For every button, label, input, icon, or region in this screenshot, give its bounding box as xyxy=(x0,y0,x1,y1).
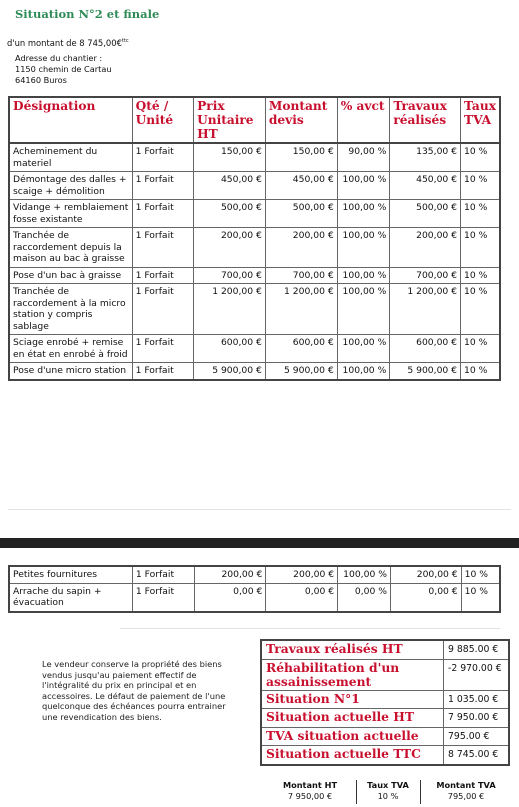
table-row xyxy=(9,267,500,284)
cell-works: 600,00 € xyxy=(390,335,461,363)
cell-amount: 0,00 € xyxy=(266,583,338,612)
cell-works: 450,00 € xyxy=(390,172,461,200)
cell-qty: 1 Forfait xyxy=(132,284,194,335)
totals-table xyxy=(260,639,510,766)
invoice-amount xyxy=(7,38,129,48)
totals-row xyxy=(261,727,509,746)
page-rule-bottom xyxy=(120,628,500,629)
totals-label: Situation N°1 xyxy=(261,690,444,709)
cell-qty: 1 Forfait xyxy=(132,228,194,268)
totals-label: TVA situation actuelle xyxy=(261,727,444,746)
summary-rate xyxy=(360,780,416,802)
cell-unit-price: 200,00 € xyxy=(194,566,266,583)
retention-of-title-clause: Le vendeur conserve la propriété des biens vendus jusqu'au paiement effectif de l'intégralité du prix en principal et en accessoires. Le défaut de paiement de l'une quelconque des échéances pourra entrainer une revendication des biens. xyxy=(42,659,226,722)
cell-works: 1 200,00 € xyxy=(390,284,461,335)
cell-amount: 200,00 € xyxy=(265,228,337,268)
cell-designation: Pose d'un bac à graisse xyxy=(9,267,132,284)
cell-works: 5 900,00 € xyxy=(390,363,461,380)
cell-vat: 10 % xyxy=(461,200,500,228)
totals-label: Réhabilitation d'un assainissement xyxy=(261,659,444,690)
totals-label: Situation actuelle HT xyxy=(261,709,444,728)
cell-progress: 90,00 % xyxy=(337,143,390,172)
header-amount: Montant devis xyxy=(265,97,337,143)
header-designation: Désignation xyxy=(9,97,132,143)
cell-unit-price: 500,00 € xyxy=(194,200,266,228)
table-row xyxy=(9,200,500,228)
cell-designation: Tranchée de raccordement depuis la maison au bac à graisse xyxy=(9,228,132,268)
summary-ht xyxy=(270,780,350,802)
cell-designation: Tranchée de raccordement à la micro station y compris sablage xyxy=(9,284,132,335)
cell-designation: Petites fournitures xyxy=(9,566,132,583)
amount-superscript: ttc xyxy=(121,38,129,45)
totals-row xyxy=(261,640,509,659)
cell-designation: Démontage des dalles + scaige + démolition xyxy=(9,172,132,200)
totals-label: Travaux réalisés HT xyxy=(261,640,444,659)
cell-progress: 100,00 % xyxy=(337,228,390,268)
cell-amount: 600,00 € xyxy=(265,335,337,363)
cell-vat: 10 % xyxy=(461,228,500,268)
summary-ht-label: Montant HT xyxy=(282,780,338,790)
table-row xyxy=(9,284,500,335)
totals-value: 7 950.00 € xyxy=(444,709,510,728)
cell-progress: 100,00 % xyxy=(337,267,390,284)
cell-unit-price: 0,00 € xyxy=(194,583,266,612)
table-row xyxy=(9,228,500,268)
totals-row xyxy=(261,709,509,728)
page-rule-top xyxy=(8,509,511,510)
table-row xyxy=(9,583,500,612)
totals-row xyxy=(261,659,509,690)
cell-vat: 10 % xyxy=(461,335,500,363)
works-table-continued xyxy=(8,565,501,613)
summary-rate-label: Taux TVA xyxy=(367,780,409,790)
cell-works: 700,00 € xyxy=(390,267,461,284)
cell-designation: Arrache du sapin + évacuation xyxy=(9,583,132,612)
cell-designation: Pose d'une micro station xyxy=(9,363,132,380)
cell-progress: 100,00 % xyxy=(337,200,390,228)
cell-works: 135,00 € xyxy=(390,143,461,172)
cell-unit-price: 150,00 € xyxy=(194,143,266,172)
cell-vat: 10 % xyxy=(461,172,500,200)
table-row xyxy=(9,566,500,583)
totals-value: 1 035.00 € xyxy=(444,690,510,709)
totals-label: Situation actuelle TTC xyxy=(261,746,444,765)
cell-designation: Vidange + remblaiement fosse existante xyxy=(9,200,132,228)
cell-vat: 10 % xyxy=(461,143,500,172)
cell-progress: 100,00 % xyxy=(337,363,390,380)
cell-vat: 10 % xyxy=(461,267,500,284)
table-row xyxy=(9,143,500,172)
cell-unit-price: 5 900,00 € xyxy=(194,363,266,380)
cell-progress: 100,00 % xyxy=(337,284,390,335)
cell-qty: 1 Forfait xyxy=(132,172,194,200)
header-unit-price: Prix Unitaire HT xyxy=(194,97,266,143)
cell-vat: 10 % xyxy=(461,566,500,583)
cell-amount: 450,00 € xyxy=(265,172,337,200)
cell-qty: 1 Forfait xyxy=(132,335,194,363)
header-qty: Qté / Unité xyxy=(132,97,194,143)
summary-ht-value: 7 950,00 € xyxy=(287,791,333,801)
cell-qty: 1 Forfait xyxy=(132,583,194,612)
summary-separator-2 xyxy=(420,780,421,804)
header-vat: Taux TVA xyxy=(461,97,500,143)
cell-works: 200,00 € xyxy=(390,566,461,583)
totals-value: -2 970.00 € xyxy=(444,659,510,690)
document-title: Situation N°2 et finale xyxy=(15,7,160,21)
cell-unit-price: 450,00 € xyxy=(194,172,266,200)
cell-unit-price: 200,00 € xyxy=(194,228,266,268)
cell-progress: 100,00 % xyxy=(337,335,390,363)
cell-amount: 700,00 € xyxy=(265,267,337,284)
cell-works: 0,00 € xyxy=(390,583,461,612)
table-row xyxy=(9,172,500,200)
summary-tva-label: Montant TVA xyxy=(436,780,496,790)
address-line-1: 1150 chemin de Cartau xyxy=(15,64,112,74)
site-address xyxy=(15,53,112,86)
cell-unit-price: 1 200,00 € xyxy=(194,284,266,335)
cell-amount: 150,00 € xyxy=(265,143,337,172)
cell-amount: 1 200,00 € xyxy=(265,284,337,335)
table-header-row xyxy=(9,97,500,143)
cell-unit-price: 600,00 € xyxy=(194,335,266,363)
amount-text: d'un montant de 8 745,00€ xyxy=(7,38,122,48)
cell-progress: 0,00 % xyxy=(338,583,391,612)
cell-unit-price: 700,00 € xyxy=(194,267,266,284)
summary-rate-value: 10 % xyxy=(377,791,399,801)
table-row xyxy=(9,335,500,363)
totals-value: 795.00 € xyxy=(444,727,510,746)
header-works: Travaux réalisés xyxy=(390,97,461,143)
cell-amount: 5 900,00 € xyxy=(265,363,337,380)
totals-value: 9 885.00 € xyxy=(444,640,510,659)
header-progress: % avct xyxy=(337,97,390,143)
cell-vat: 10 % xyxy=(461,363,500,380)
cell-qty: 1 Forfait xyxy=(132,363,194,380)
cell-progress: 100,00 % xyxy=(337,172,390,200)
cell-qty: 1 Forfait xyxy=(132,267,194,284)
cell-works: 500,00 € xyxy=(390,200,461,228)
cell-progress: 100,00 % xyxy=(338,566,391,583)
cell-amount: 500,00 € xyxy=(265,200,337,228)
summary-tva-value: 795,00 € xyxy=(447,791,485,801)
cell-qty: 1 Forfait xyxy=(132,143,194,172)
page-break-bar xyxy=(0,538,519,548)
works-table xyxy=(8,96,501,381)
cell-qty: 1 Forfait xyxy=(132,200,194,228)
totals-value: 8 745.00 € xyxy=(444,746,510,765)
cell-amount: 200,00 € xyxy=(266,566,338,583)
cell-vat: 10 % xyxy=(461,583,500,612)
address-line-2: 64160 Buros xyxy=(15,75,67,85)
summary-separator-1 xyxy=(356,780,357,804)
table-row xyxy=(9,363,500,380)
totals-row xyxy=(261,690,509,709)
cell-vat: 10 % xyxy=(461,284,500,335)
cell-qty: 1 Forfait xyxy=(132,566,194,583)
totals-row xyxy=(261,746,509,765)
summary-tva xyxy=(428,780,504,802)
cell-designation: Acheminement du materiel xyxy=(9,143,132,172)
address-label: Adresse du chantier : xyxy=(15,53,103,63)
cell-works: 200,00 € xyxy=(390,228,461,268)
cell-designation: Sciage enrobé + remise en état en enrobé à froid xyxy=(9,335,132,363)
